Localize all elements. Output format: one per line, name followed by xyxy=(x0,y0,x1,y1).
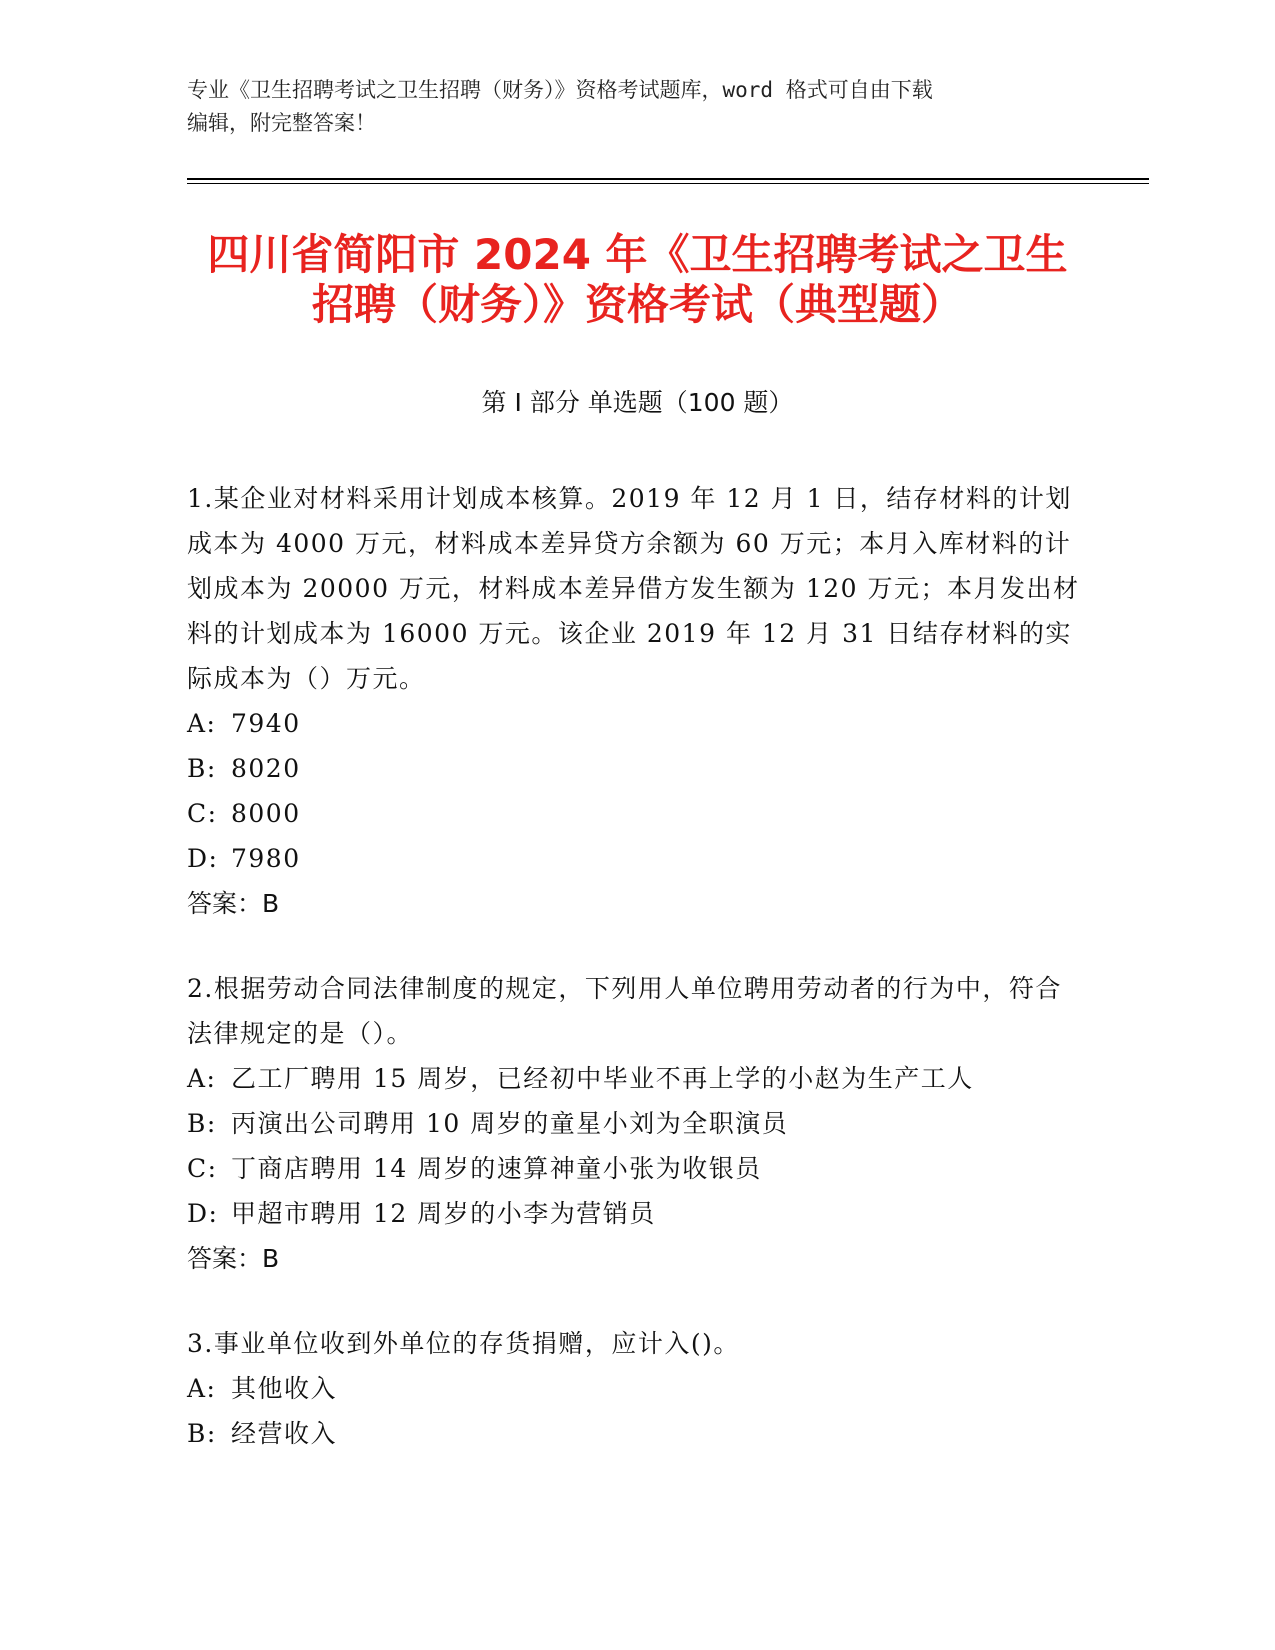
answer-label: 答案：B xyxy=(187,1244,280,1273)
document-title-line-2: 招聘（财务）》资格考试（典型题） xyxy=(311,280,963,329)
header-divider-thick xyxy=(187,178,1149,180)
option-key: D: xyxy=(187,844,219,873)
option-key: B: xyxy=(187,1109,217,1138)
option-key: C: xyxy=(187,799,218,828)
option-text: 丙演出公司聘用 10 周岁的童星小刘为全职演员 xyxy=(231,1109,789,1138)
option-text: 8020 xyxy=(231,754,301,783)
option-a xyxy=(187,1056,1087,1101)
header-divider-thin xyxy=(187,183,1149,184)
question-3 xyxy=(187,1321,1087,1456)
document-title xyxy=(150,230,1125,330)
option-a xyxy=(187,701,1087,746)
option-a xyxy=(187,1366,1087,1411)
option-key: A: xyxy=(187,1374,217,1403)
option-text: 其他收入 xyxy=(231,1374,338,1403)
option-d xyxy=(187,1191,1087,1236)
answer-label: 答案：B xyxy=(187,889,280,918)
question-2 xyxy=(187,966,1087,1281)
document-title-line-1: 四川省简阳市 2024 年《卫生招聘考试之卫生 xyxy=(207,230,1068,279)
question-list xyxy=(187,476,1087,1496)
header-note xyxy=(187,74,1087,140)
option-c xyxy=(187,1146,1087,1191)
option-key: B: xyxy=(187,1419,217,1448)
option-text: 甲超市聘用 12 周岁的小李为营销员 xyxy=(231,1199,656,1228)
option-text: 7940 xyxy=(231,709,301,738)
option-text: 乙工厂聘用 15 周岁，已经初中毕业不再上学的小赵为生产工人 xyxy=(231,1064,974,1093)
question-stem: 3.事业单位收到外单位的存货捐赠，应计入()。 xyxy=(187,1329,740,1358)
option-b xyxy=(187,746,1087,791)
question-stem: 2.根据劳动合同法律制度的规定，下列用人单位聘用劳动者的行为中，符合法律规定的是（）。 xyxy=(187,974,1062,1048)
option-c xyxy=(187,791,1087,836)
option-text: 8000 xyxy=(231,799,301,828)
question-1 xyxy=(187,476,1087,926)
option-key: C: xyxy=(187,1154,218,1183)
question-stem: 1.某企业对材料采用计划成本核算。2019 年 12 月 1 日，结存材料的计划成本为 4000 万元，材料成本差异贷方余额为 60 万元；本月入库材料的计划成本为 20000 万元，材料成本差异借方发生额为 120 万元；本月发出材料的计划成本为 16000 万元。该企业 2019 年 12 月 31 日结存材料的实际成本为（）万元。 xyxy=(187,484,1080,693)
option-key: D: xyxy=(187,1199,219,1228)
header-note-line-1: 专业《卫生招聘考试之卫生招聘（财务）》资格考试题库，word 格式可自由下载 xyxy=(187,78,933,102)
option-key: A: xyxy=(187,709,217,738)
section-title: 第 I 部分 单选题（100 题） xyxy=(481,388,794,417)
option-b xyxy=(187,1411,1087,1456)
option-text: 经营收入 xyxy=(231,1419,338,1448)
option-b xyxy=(187,1101,1087,1146)
option-d xyxy=(187,836,1087,881)
option-key: A: xyxy=(187,1064,217,1093)
option-key: B: xyxy=(187,754,217,783)
option-text: 7980 xyxy=(231,844,301,873)
option-text: 丁商店聘用 14 周岁的速算神童小张为收银员 xyxy=(231,1154,762,1183)
header-note-line-2: 编辑，附完整答案！ xyxy=(187,111,376,135)
